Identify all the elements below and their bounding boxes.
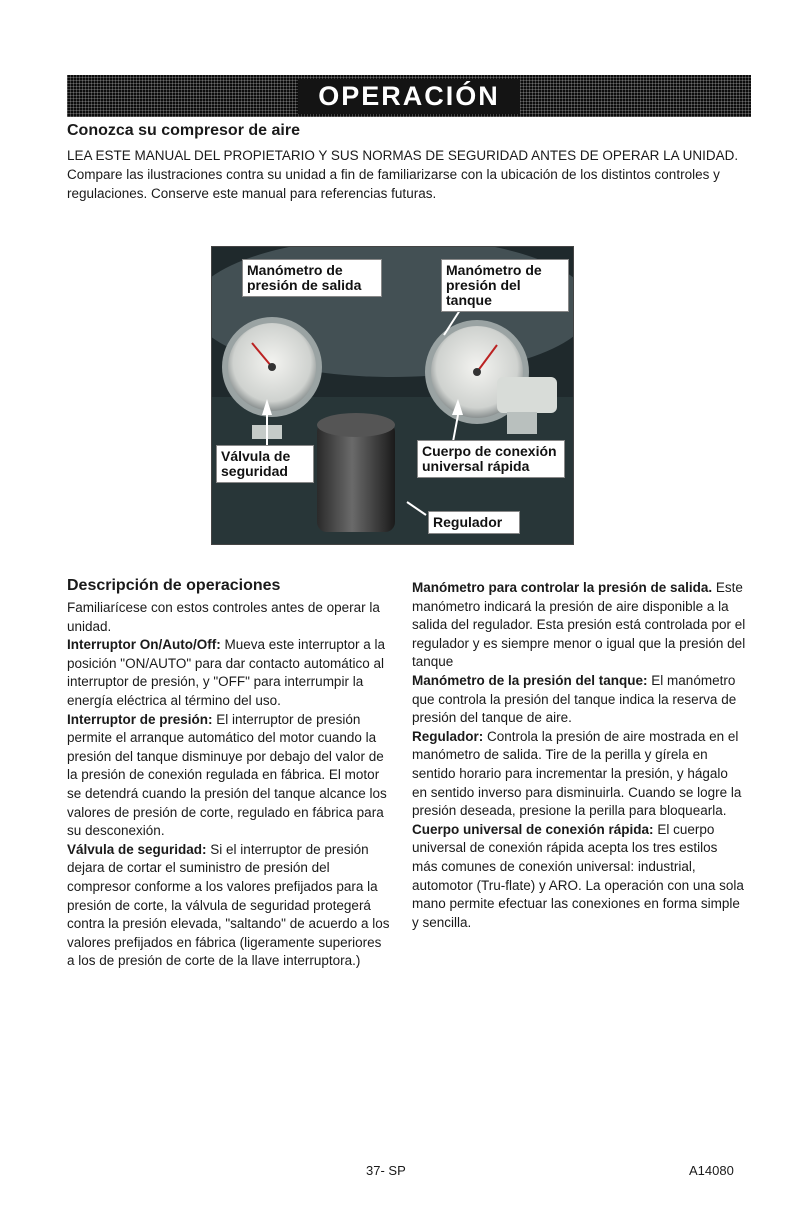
left-column xyxy=(67,599,390,971)
compressor-photo xyxy=(211,246,574,545)
item-term: Manómetro para controlar la presión de salida. xyxy=(412,580,713,595)
banner-title: OPERACIÓN xyxy=(298,79,520,114)
section-heading-operations: Descripción de operaciones xyxy=(67,577,281,594)
document-code: A14080 xyxy=(689,1163,734,1178)
section-heading-know-compressor: Conozca su compresor de aire xyxy=(67,122,300,139)
item-coupler xyxy=(412,821,746,933)
operations-intro: Familiarícese con estos controles antes de operar la unidad. xyxy=(67,600,380,634)
section-banner xyxy=(67,75,751,117)
item-term: Válvula de seguridad: xyxy=(67,841,207,857)
callout-regulator: Regulador xyxy=(428,511,520,534)
item-term: Manómetro de la presión del tanque: xyxy=(412,672,648,688)
item-term: Cuerpo universal de conexión rápida: xyxy=(412,821,654,837)
item-tank-gauge xyxy=(412,672,746,728)
item-pressure-switch xyxy=(67,711,390,841)
right-column xyxy=(412,579,746,932)
item-text: Mueva este interruptor a la posición "ON/AUTO" para dar contacto automático al interruptor de presión, y "OFF" para interrumpir la energía eléctrica al término del uso. xyxy=(67,637,386,708)
callout-safety-valve: Válvula de seguridad xyxy=(216,445,314,483)
item-regulator xyxy=(412,728,746,821)
item-onoff-switch xyxy=(67,636,390,710)
item-safety-valve xyxy=(67,841,390,971)
item-text: Controla la presión de aire mostrada en el manómetro de salida. Tire de la perilla y gírela en sentido horario para incrementar la presión, y hágalo en sentido inverso para disminuirla. Cuando se logre la presión deseada, presione la perilla para bloquearla. xyxy=(412,728,742,819)
item-term: Interruptor de presión: xyxy=(67,711,213,727)
callout-coupler: Cuerpo de conexión universal rápida xyxy=(417,440,565,478)
item-text: Este manómetro indicará la presión de aire disponible a la salida del regulador. Esta presión está controlada por el regulador y es siempre menor o igual que la presión del tanque xyxy=(412,580,746,670)
callout-outlet-gauge: Manómetro de presión de salida xyxy=(242,259,382,297)
callout-tank-gauge: Manómetro de presión del tanque xyxy=(441,259,569,312)
item-outlet-gauge xyxy=(412,579,746,672)
item-term: Regulador: xyxy=(412,728,484,744)
item-text: El interruptor de presión permite el arranque automático del motor cuando la presión del tanque disminuye por debajo del valor de la presión de conexión regulada en fábrica. El motor se detendrá cuando la presión del tanque alcance los valores de presión de corte, regulado en fábrica para su desconexión. xyxy=(67,711,387,839)
item-term: Interruptor On/Auto/Off: xyxy=(67,637,221,653)
item-text: Si el interruptor de presión dejara de cortar el suministro de presión del compresor conforme a los valores prefijados para la presión de corte, la válvula de seguridad protegerá contra la presión elevada, "saltando" de acuerdo a los valores prefijados en fábrica (ligeramente superiores a los de presión de corte de la llave interruptora.) xyxy=(67,841,390,969)
intro-paragraph: LEA ESTE MANUAL DEL PROPIETARIO Y SUS NORMAS DE SEGURIDAD ANTES DE OPERAR LA UNIDAD. Compare las ilustraciones contra su unidad a fin de familiarizarse con la ubicación de los distintos controles y regulaciones. Conserve este manual para referencias futuras. xyxy=(67,148,739,201)
page-number: 37- SP xyxy=(366,1163,406,1178)
item-text: El cuerpo universal de conexión rápida acepta los tres estilos más comunes de conexión universal: industrial, automotor (Tru-flate) y ARO. La operación con una sola mano permite efectuar las conexiones en forma simple y sencilla. xyxy=(412,821,744,930)
item-text: El manómetro que controla la presión del tanque indica la reserva de presión del tanque de aire. xyxy=(412,672,737,726)
